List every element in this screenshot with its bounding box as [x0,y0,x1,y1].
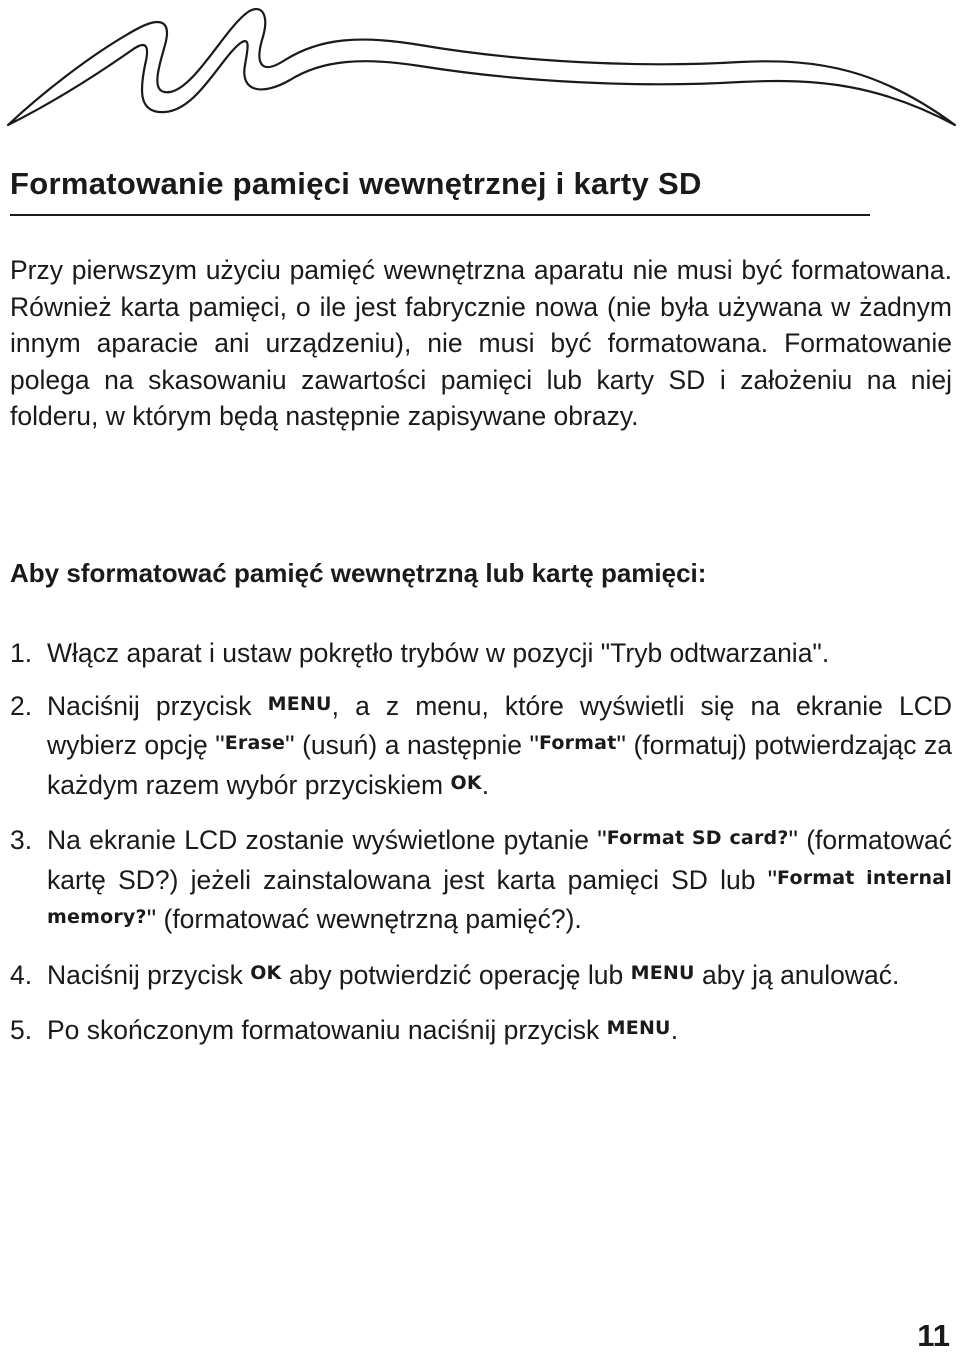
step-text: " (formatuj) potwierdzając za każdym razem wybór przyciskiem [47,730,952,800]
step-text: " (formatować kartę SD?) jeżeli zainstalowana jest karta pamięci SD lub " [47,825,952,895]
step-text: . [481,769,490,800]
step-5 [10,1012,952,1052]
step-2 [10,688,952,807]
format-option-label: Format [538,732,617,754]
intro-paragraph: Przy pierwszym użyciu pamięć wewnętrzna aparatu nie musi być formatowana. Również karta pamięci, o ile jest fabrycznie nowa (nie była używana w żadnym innym aparacie ani urządzeniu), nie musi być formatowana. Formatowanie polega na skasowaniu zawartości pamięci lub karty SD i założeniu na niej folderu, w którym będą następnie zapisywane obrazy. [10,255,952,431]
step-text: aby potwierdzić operację lub [281,959,631,990]
swoosh-icon [0,0,960,135]
page-number: 11 [917,1318,950,1353]
format-internal-memory-label: Format internal memory? [47,866,953,928]
page-title: Formatowanie pamięci wewnętrznej i karty SD [10,166,870,216]
menu-key-label: MENU [630,961,695,984]
step-text: Po skończonym formatowaniu naciśnij przycisk [47,1015,607,1045]
step-number: 3. [10,825,33,855]
step-text: . [670,1015,679,1045]
format-sd-card-label: Format SD card? [606,827,789,849]
step-1 [10,635,952,672]
step-3 [10,822,952,941]
menu-key-label: MENU [606,1017,671,1039]
step-text: , a z menu, które wyświetli się na ekranie LCD wybierz opcję " [47,690,953,760]
menu-key-label: MENU [267,692,332,715]
step-text: Naciśnij przycisk [47,959,251,990]
step-number: 4. [10,959,33,990]
step-text: " (formatować wewnętrzną pamięć?). [146,904,582,934]
step-text: aby ją anulować. [694,959,900,990]
step-text: Naciśnij przycisk [47,690,268,721]
ok-key-label: OK [250,961,282,984]
step-4 [10,957,952,997]
step-text: Włącz aparat i ustaw pokrętło trybów w pozycji "Tryb odtwarzania". [47,638,830,668]
ok-key-label: OK [450,771,482,794]
steps-list [10,635,952,1068]
section-subtitle: Aby sformatować pamięć wewnętrzną lub kartę pamięci: [10,558,707,588]
step-number: 1. [10,638,33,668]
step-text: Na ekranie LCD zostanie wyświetlone pytanie " [47,825,607,855]
step-number: 5. [10,1015,33,1045]
step-number: 2. [10,690,33,721]
erase-option-label: Erase [224,732,286,754]
step-text: " (usuń) a następnie " [285,730,539,760]
